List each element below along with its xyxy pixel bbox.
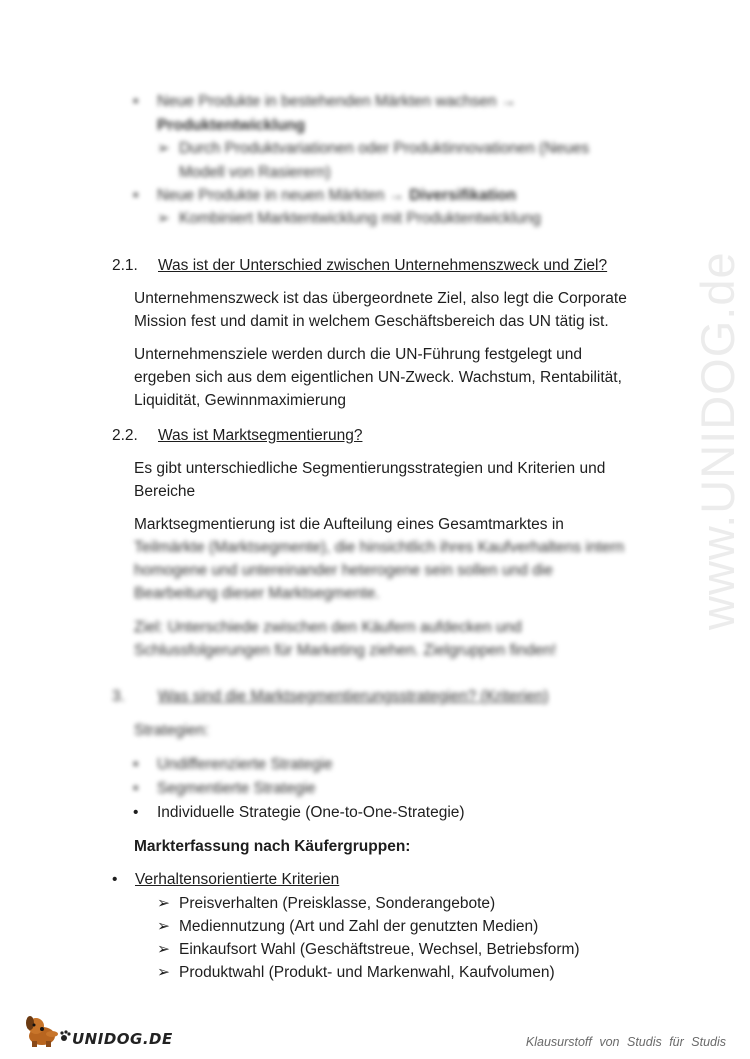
bullet-icon: • <box>133 804 139 821</box>
dog-icon <box>22 1014 74 1048</box>
criteria-text: Preisverhalten (Preisklasse, Sonderangebote) <box>179 895 496 912</box>
criteria-text: Produktwahl (Produkt- und Markenwahl, Kaufvolumen) <box>179 964 555 981</box>
strategy-text: Individuelle Strategie (One-to-One-Strategie) <box>157 804 465 821</box>
unidog-logo[interactable] <box>22 1014 173 1048</box>
text-line: Unternehmenszweck ist das übergeordnete Ziel, also legt die Corporate <box>134 290 627 307</box>
arrow-icon: ➢ <box>157 895 170 912</box>
list-item <box>133 753 332 776</box>
bullet-icon: • <box>112 871 118 888</box>
text-line: Marktsegmentierung ist die Aufteilung eines Gesamtmarktes in <box>134 516 564 533</box>
blurred-text-line: homogene und untereinander heterogene sein sollen und die <box>134 562 553 579</box>
arrow-icon: ➢ <box>157 964 170 981</box>
text-line: Liquidität, Gewinnmaximierung <box>134 392 346 409</box>
bullet-icon: • <box>133 187 139 204</box>
blurred-paragraph <box>134 616 556 662</box>
criteria-item <box>157 915 538 938</box>
section-title: Was ist der Unterschied zwischen Unternehmenszweck und Ziel? <box>158 257 608 274</box>
watermark: www.UNIDOG.de <box>691 251 744 630</box>
criteria-title: Verhaltensorientierte Kriterien <box>135 871 340 888</box>
section-title: Was sind die Marktsegmentierungsstrategien? (Kriterien) <box>158 688 549 705</box>
blurred-text-line: Schlussfolgerungen für Marketing ziehen. Zielgruppen finden! <box>134 642 557 659</box>
list-item <box>133 90 516 113</box>
section-heading-3 <box>112 685 549 708</box>
criteria-text: Einkaufsort Wahl (Geschäftstreue, Wechsel, Betriebsform) <box>179 941 580 958</box>
list-item <box>157 207 541 230</box>
blurred-text-line: Teilmärkte (Marktsegmente), die hinsichtlich ihres Kaufverhaltens intern <box>134 539 625 556</box>
arrow-icon: ➢ <box>157 918 170 935</box>
criteria-item <box>157 938 580 961</box>
bullet-text: Neue Produkte in neuen Märkten → <box>157 187 405 204</box>
subheading: Markterfassung nach Käufergruppen: <box>134 838 411 855</box>
strategies-label: Strategien: <box>134 722 209 739</box>
list-item <box>133 801 465 824</box>
section-number: 3. <box>112 688 125 705</box>
section-number: 2.1. <box>112 257 138 274</box>
sub-item-text-continued: Modell von Rasierern) <box>179 164 331 181</box>
section-number: 2.2. <box>112 427 138 444</box>
bullet-bold-text: Diversifikation <box>409 187 517 204</box>
list-item <box>133 777 316 800</box>
sub-item-text: Kombiniert Marktentwicklung mit Produktentwicklung <box>179 210 541 227</box>
bullet-bold-text: Produktentwicklung <box>157 117 306 134</box>
list-item <box>157 137 589 160</box>
criteria-text: Mediennutzung (Art und Zahl der genutzten Medien) <box>179 918 539 935</box>
strategy-text: Undifferenzierte Strategie <box>157 756 333 773</box>
bullet-text: Neue Produkte in bestehenden Märkten wachsen → <box>157 93 517 110</box>
paragraph <box>134 513 624 605</box>
text-line: ergeben sich aus dem eigentlichen UN-Zweck. Wachstum, Rentabilität, <box>134 369 622 386</box>
text-line: Es gibt unterschiedliche Segmentierungsstrategien und Kriterien und <box>134 460 606 477</box>
list-item <box>133 184 516 207</box>
criteria-item <box>157 892 495 915</box>
section-heading-2-1 <box>112 254 607 277</box>
section-title: Was ist Marktsegmentierung? <box>158 427 363 444</box>
footer-tagline: Klausurstoff von Studis für Studis <box>525 1035 726 1049</box>
arrow-icon: ➢ <box>157 140 170 157</box>
list-item <box>112 868 339 891</box>
logo-text: UNIDOG.DE <box>72 1030 173 1048</box>
arrow-icon: ➢ <box>157 210 170 227</box>
text-line: Mission fest und damit in welchem Geschäftsbereich das UN tätig ist. <box>134 313 609 330</box>
bullet-icon: • <box>133 780 139 797</box>
bullet-icon: • <box>133 756 139 773</box>
sub-item-text: Durch Produktvariationen oder Produktinnovationen (Neues <box>179 140 590 157</box>
blurred-text-line: Bearbeitung dieser Marktsegmente. <box>134 585 380 602</box>
section-heading-2-2 <box>112 424 362 447</box>
paragraph <box>134 343 622 412</box>
text-line: Unternehmensziele werden durch die UN-Führung festgelegt und <box>134 346 583 363</box>
strategy-text: Segmentierte Strategie <box>157 780 316 797</box>
text-line: Bereiche <box>134 483 196 500</box>
criteria-item <box>157 961 555 984</box>
paragraph <box>134 457 605 503</box>
blurred-text-line: Ziel: Unterschiede zwischen den Käufern aufdecken und <box>134 619 522 636</box>
paragraph <box>134 287 627 333</box>
arrow-icon: ➢ <box>157 941 170 958</box>
bullet-icon: • <box>133 93 139 110</box>
